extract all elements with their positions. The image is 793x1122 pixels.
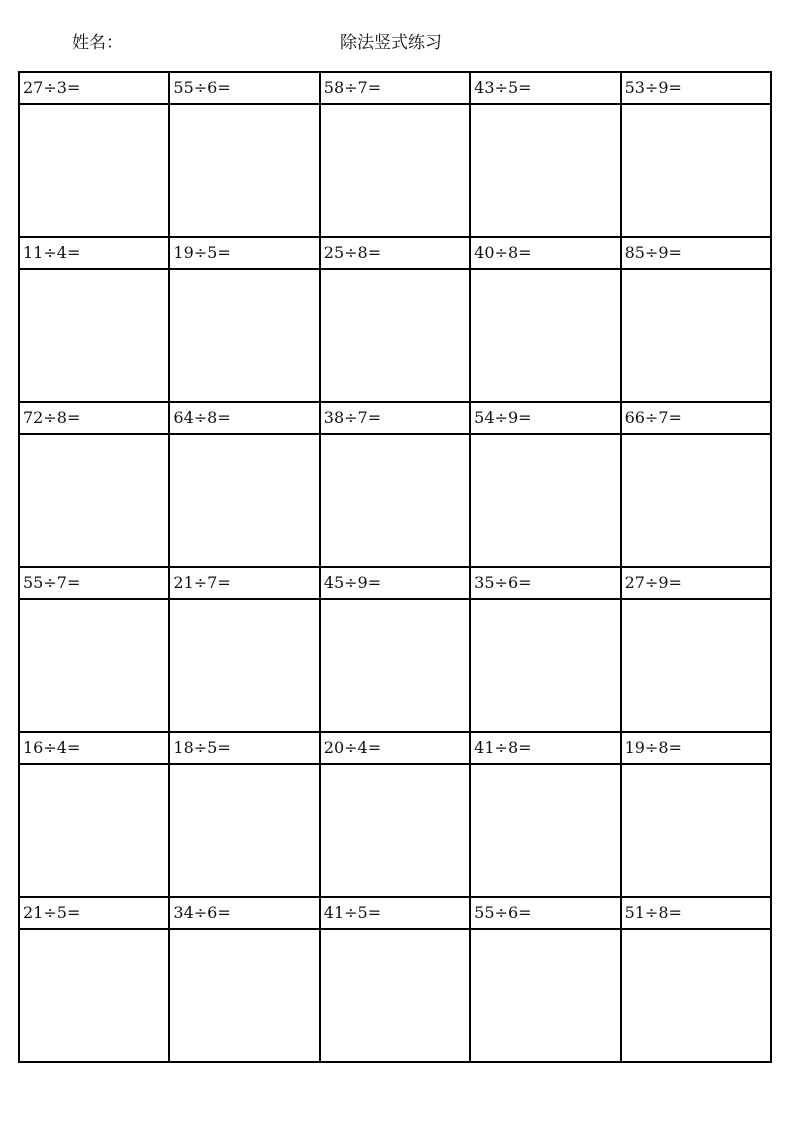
division-problem: 66÷7= xyxy=(621,402,771,434)
division-problem: 21÷5= xyxy=(19,897,169,929)
answer-box[interactable] xyxy=(169,104,319,237)
answer-box[interactable] xyxy=(169,929,319,1062)
problem-row xyxy=(19,567,771,599)
answer-box[interactable] xyxy=(19,929,169,1062)
answer-box[interactable] xyxy=(169,434,319,567)
division-problem: 85÷9= xyxy=(621,237,771,269)
answer-row xyxy=(19,434,771,567)
division-problem: 72÷8= xyxy=(19,402,169,434)
division-problem: 19÷8= xyxy=(621,732,771,764)
division-problem: 41÷5= xyxy=(320,897,470,929)
division-problem: 51÷8= xyxy=(621,897,771,929)
division-problem: 45÷9= xyxy=(320,567,470,599)
division-problem: 41÷8= xyxy=(470,732,620,764)
answer-box[interactable] xyxy=(169,764,319,897)
answer-row xyxy=(19,929,771,1062)
division-problem: 55÷6= xyxy=(470,897,620,929)
answer-box[interactable] xyxy=(19,104,169,237)
answer-box[interactable] xyxy=(320,764,470,897)
answer-row xyxy=(19,104,771,237)
answer-box[interactable] xyxy=(470,929,620,1062)
answer-row xyxy=(19,599,771,732)
division-problem: 18÷5= xyxy=(169,732,319,764)
answer-box[interactable] xyxy=(19,599,169,732)
answer-box[interactable] xyxy=(621,434,771,567)
division-problem: 25÷8= xyxy=(320,237,470,269)
answer-box[interactable] xyxy=(470,434,620,567)
division-problem: 21÷7= xyxy=(169,567,319,599)
division-problem: 35÷6= xyxy=(470,567,620,599)
problem-row xyxy=(19,402,771,434)
division-problem: 11÷4= xyxy=(19,237,169,269)
answer-box[interactable] xyxy=(320,269,470,402)
division-problem: 27÷3= xyxy=(19,72,169,104)
answer-box[interactable] xyxy=(320,434,470,567)
division-practice-grid xyxy=(18,71,772,1063)
problem-row xyxy=(19,897,771,929)
answer-box[interactable] xyxy=(320,104,470,237)
answer-box[interactable] xyxy=(19,764,169,897)
student-name-label: 姓名： xyxy=(72,33,123,53)
division-problem: 43÷5= xyxy=(470,72,620,104)
answer-box[interactable] xyxy=(470,269,620,402)
answer-box[interactable] xyxy=(621,269,771,402)
division-problem: 58÷7= xyxy=(320,72,470,104)
answer-box[interactable] xyxy=(470,599,620,732)
answer-box[interactable] xyxy=(19,269,169,402)
answer-box[interactable] xyxy=(621,764,771,897)
problem-row xyxy=(19,732,771,764)
division-problem: 54÷9= xyxy=(470,402,620,434)
answer-box[interactable] xyxy=(621,104,771,237)
answer-box[interactable] xyxy=(320,599,470,732)
answer-box[interactable] xyxy=(621,929,771,1062)
division-problem: 53÷9= xyxy=(621,72,771,104)
problem-row xyxy=(19,237,771,269)
division-problem: 20÷4= xyxy=(320,732,470,764)
division-problem: 38÷7= xyxy=(320,402,470,434)
answer-box[interactable] xyxy=(169,599,319,732)
answer-row xyxy=(19,269,771,402)
division-problem: 16÷4= xyxy=(19,732,169,764)
answer-row xyxy=(19,764,771,897)
division-problem: 55÷7= xyxy=(19,567,169,599)
answer-box[interactable] xyxy=(621,599,771,732)
answer-box[interactable] xyxy=(320,929,470,1062)
division-problem: 34÷6= xyxy=(169,897,319,929)
worksheet-title: 除法竖式练习 xyxy=(340,33,442,53)
problem-row xyxy=(19,72,771,104)
division-problem: 55÷6= xyxy=(169,72,319,104)
answer-box[interactable] xyxy=(169,269,319,402)
answer-box[interactable] xyxy=(19,434,169,567)
division-problem: 19÷5= xyxy=(169,237,319,269)
division-problem: 27÷9= xyxy=(621,567,771,599)
answer-box[interactable] xyxy=(470,104,620,237)
division-problem: 64÷8= xyxy=(169,402,319,434)
answer-box[interactable] xyxy=(470,764,620,897)
division-problem: 40÷8= xyxy=(470,237,620,269)
